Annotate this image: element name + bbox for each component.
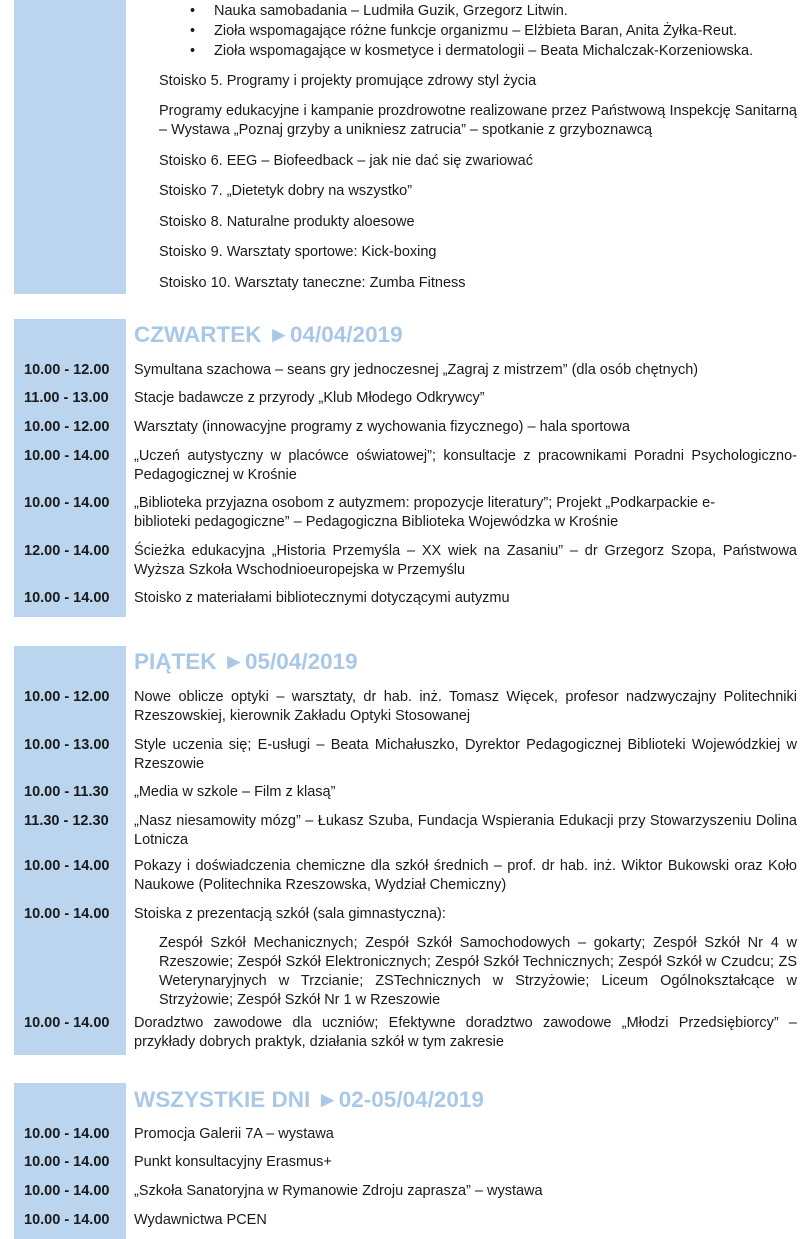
list-item: • Zioła wspomagające w kosmetyce i dermatologii – Beata Michalczak-Korzeniowska. xyxy=(190,42,801,62)
time-range: 10.00 - 11.30 xyxy=(24,784,109,800)
event-description: Stoiska z prezentacją szkół (sala gimnastyczna): xyxy=(134,906,446,922)
list-item: • Zioła wspomagające różne funkcje organizmu – Elżbieta Baran, Anita Żyłka-Reut. xyxy=(190,22,801,42)
event-description: Stoisko z materiałami bibliotecznymi dotyczącymi autyzmu xyxy=(134,590,510,606)
time-range: 10.00 - 14.00 xyxy=(24,448,110,464)
stand-7: Stoisko 7. „Dietetyk dobry na wszystko” xyxy=(159,183,413,199)
event-description: „Nasz niesamowity mózg” – Łukasz Szuba, Fundacja Wspierania Edukacji przy Stowarzyszeniu Dolina Lotnicza xyxy=(134,813,797,848)
event-description: Warsztaty (innowacyjne programy z wychowania fizycznego) – hala sportowa xyxy=(134,419,630,435)
time-range: 10.00 - 14.00 xyxy=(24,1015,110,1031)
time-range: 10.00 - 14.00 xyxy=(24,1212,110,1228)
stand-9: Stoisko 9. Warsztaty sportowe: Kick-boxing xyxy=(159,244,437,260)
list-item: • Nauka samobadania – Ludmiła Guzik, Grzegorz Litwin. xyxy=(190,2,801,22)
time-range: 11.00 - 13.00 xyxy=(24,390,109,406)
event-description: Promocja Galerii 7A – wystawa xyxy=(134,1126,334,1142)
time-range: 10.00 - 14.00 xyxy=(24,906,110,922)
time-range: 10.00 - 13.00 xyxy=(24,737,110,753)
event-description: Pokazy i doświadczenia chemiczne dla szkół średnich – prof. dr hab. inż. Wiktor Bukowski oraz Koło Naukowe (Politechnika Rzeszowska, Wydział Chemiczny) xyxy=(134,858,797,893)
day-title-alldays: WSZYSTKIE DNI ►02-05/04/2019 xyxy=(134,1087,484,1112)
event-description: Stacje badawcze z przyrody „Klub Młodego Odkrywcy” xyxy=(134,390,485,406)
day-title-thursday: CZWARTEK ►04/04/2019 xyxy=(134,322,403,347)
event-description: Ścieżka edukacyjna „Historia Przemyśla – XX wiek na Zasaniu” – dr Grzegorz Szopa, Państwowa Wyższa Szkoła Wschodnioeuropejska w Przemyślu xyxy=(134,543,797,578)
event-description: Wydawnictwa PCEN xyxy=(134,1212,267,1228)
side-bar-friday xyxy=(14,646,126,1055)
school-list: Zespół Szkół Mechanicznych; Zespół Szkół Samochodowych – gokarty; Zespół Szkół Nr 4 w Rzeszowie; Zespół Szkół Elektronicznych; Zespół Szkół Technicznych; Zespół Szkół w Czudcu; ZS Weterynaryjnych w Trzcianie; ZSTechnicznych w Strzyżowie; Liceum Ogólnokształcące w Strzyżowie; Zespół Szkół Nr 1 w Rzeszowie xyxy=(159,935,797,1008)
time-range: 10.00 - 14.00 xyxy=(24,858,110,874)
time-range: 10.00 - 14.00 xyxy=(24,1126,110,1142)
time-range: 11.30 - 12.30 xyxy=(24,813,109,829)
event-description: „Uczeń autystyczny w placówce oświatowej”; konsultacje z pracownikami Poradni Psychologiczno-Pedagogicznej w Krośnie xyxy=(134,448,797,483)
stand-5-description: Programy edukacyjne i kampanie prozdrowotne realizowane przez Państwową Inspekcję Sanitarną – Wystawa „Poznaj grzyby a unikniesz zatrucia” – spotkanie z grzyboznawcą xyxy=(159,103,797,138)
event-description: Symultana szachowa – seans gry jednoczesnej „Zagraj z mistrzem” (dla osób chętnych) xyxy=(134,362,699,378)
event-description: Nowe oblicze optyki – warsztaty, dr hab. inż. Tomasz Więcek, profesor nadzwyczajny Politechniki Rzeszowskiej, kierownik Zakładu Optyki Stosowanej xyxy=(134,689,797,724)
event-description: „Biblioteka przyjazna osobom z autyzmem: propozycje literatury”; Projekt „Podkarpackie e-biblioteki pedagogiczne” – Pedagogiczna Biblioteka Wojewódzka w Krośnie xyxy=(134,495,716,530)
event-description: „Szkoła Sanatoryjna w Rymanowie Zdroju zaprasza” – wystawa xyxy=(134,1183,543,1199)
stand-10: Stoisko 10. Warsztaty taneczne: Zumba Fitness xyxy=(159,275,466,291)
event-description: Punkt konsultacyjny Erasmus+ xyxy=(134,1154,332,1170)
stand-8: Stoisko 8. Naturalne produkty aloesowe xyxy=(159,214,415,230)
side-bar-top xyxy=(14,0,126,294)
event-description: Style uczenia się; E-usługi – Beata Michałuszko, Dyrektor Pedagogicznej Biblioteki Wojewódzkiej w Rzeszowie xyxy=(134,737,797,772)
day-title-friday: PIĄTEK ►05/04/2019 xyxy=(134,649,358,674)
time-range: 10.00 - 14.00 xyxy=(24,590,110,606)
time-range: 10.00 - 14.00 xyxy=(24,495,110,511)
time-range: 10.00 - 12.00 xyxy=(24,362,110,378)
stand-5: Stoisko 5. Programy i projekty promujące zdrowy styl życia xyxy=(159,73,537,89)
time-range: 10.00 - 14.00 xyxy=(24,1183,110,1199)
bullet-list xyxy=(190,2,801,62)
time-range: 10.00 - 14.00 xyxy=(24,1154,110,1170)
time-range: 10.00 - 12.00 xyxy=(24,419,110,435)
time-range: 12.00 - 14.00 xyxy=(24,543,110,559)
stand-6: Stoisko 6. EEG – Biofeedback – jak nie dać się zwariować xyxy=(159,153,533,169)
event-description: „Media w szkole – Film z klasą” xyxy=(134,784,336,800)
event-description: Doradztwo zawodowe dla uczniów; Efektywne doradztwo zawodowe „Młodzi Przedsiębiorcy” – przykłady dobrych praktyk, działania szkół w tym zakresie xyxy=(134,1015,797,1050)
time-range: 10.00 - 12.00 xyxy=(24,689,110,705)
